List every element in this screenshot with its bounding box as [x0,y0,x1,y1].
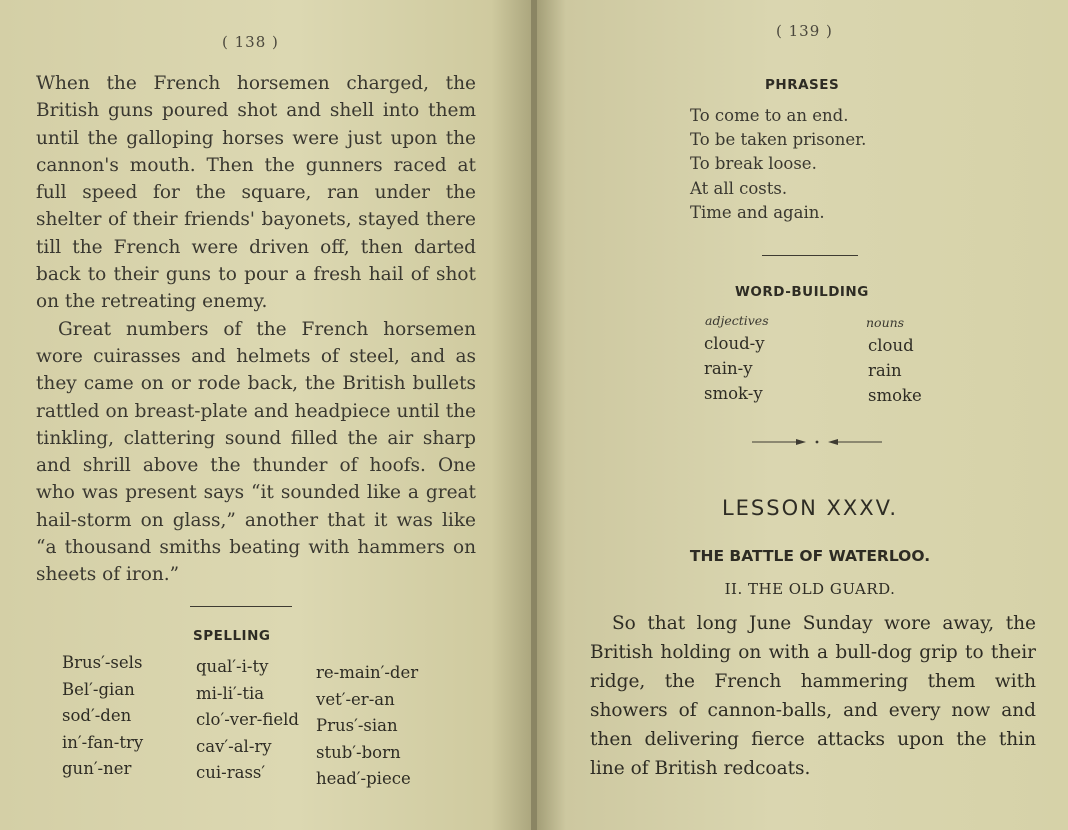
spelling-column [196,654,299,787]
spelling-word: sod′-den [62,706,132,725]
spelling-word: vet′-er-an [316,689,395,709]
spelling-word: Brus′-sels [62,653,143,672]
paragraph: When the French horsemen charged, the British guns poured shot and shell into them until the galloping horses were just upon the cannon's mouth. Then the gunners raced at full speed for the square, ran under the shelter of their friends' bayonets, stayed there till the French were driven off, then darted back to their guns to pour a fresh hail of shot on the retreating enemy. [36,73,476,313]
paragraph: Great numbers of the French horsemen wore cuirasses and helmets of steel, and as they came on or rode back, the British bullets rattled on breast-plate and headpiece until the tinkling, clattering sound filled the air sharp and shrill above the thunder of hoofs. One who was present says “it sounded like a great hail-storm on glass,” another that it was like “a thousand smiths beating with hammers on sheets of iron.” [36,318,476,586]
adjectives-label: adjectives [705,313,769,328]
spelling-word: stub′-born [316,742,401,762]
phrase: Time and again. [690,202,825,222]
phrase: At all costs. [690,178,788,198]
nouns-column [868,333,922,408]
phrases-heading: PHRASES [765,77,840,93]
spelling-word: cui-rass′ [196,763,266,782]
spelling-word: head′-piece [316,769,411,788]
spelling-heading: SPELLING [193,628,271,644]
spelling-word: in′-fan-try [62,732,144,752]
adjective-word: smok-y [704,384,763,403]
spelling-word: gun′-ner [62,759,132,778]
spelling-word: cav′-al-ry [196,736,272,756]
divider [762,255,858,256]
phrases-list [690,104,866,225]
book-gutter [531,0,537,830]
adjective-word: cloud-y [704,334,765,353]
noun-word: rain [868,361,902,380]
adjective-word: rain-y [704,359,753,378]
adjectives-column [704,331,765,406]
lesson-title: LESSON XXXV. [721,496,899,520]
body-text [36,70,476,589]
paragraph: So that long June Sunday wore away, the British holding on with a bull-dog grip to their ridge, the French hammering them with showers of cannon-balls, and every now and then delivering fierce attacks upon the thin line of British redcoats. [590,613,1036,779]
spelling-word: Prus′-sian [316,716,398,735]
divider [190,606,292,607]
page-number: ( 139 ) [776,22,833,40]
spelling-word: clo′-ver-field [196,710,299,729]
word-building-heading: WORD-BUILDING [735,284,869,300]
lesson-subtitle: THE BATTLE OF WATERLOO. [689,547,931,565]
phrase: To be taken prisoner. [690,130,867,150]
lesson-part-title: II. THE OLD GUARD. [724,580,896,598]
spelling-column [316,660,418,793]
spelling-word: mi-li′-tia [196,683,265,703]
spelling-word: re-main′-der [316,663,419,682]
spelling-word: qual′-i-ty [196,657,269,676]
ornament-divider [752,434,882,450]
noun-word: cloud [868,336,914,355]
page-number: ( 138 ) [222,33,279,51]
nouns-label: nouns [866,315,905,330]
phrase: To break loose. [690,154,817,174]
phrase: To come to an end. [690,106,849,125]
noun-word: smoke [868,386,922,405]
spelling-column [62,650,143,783]
body-text [590,609,1036,783]
spelling-word: Bel′-gian [62,679,135,699]
